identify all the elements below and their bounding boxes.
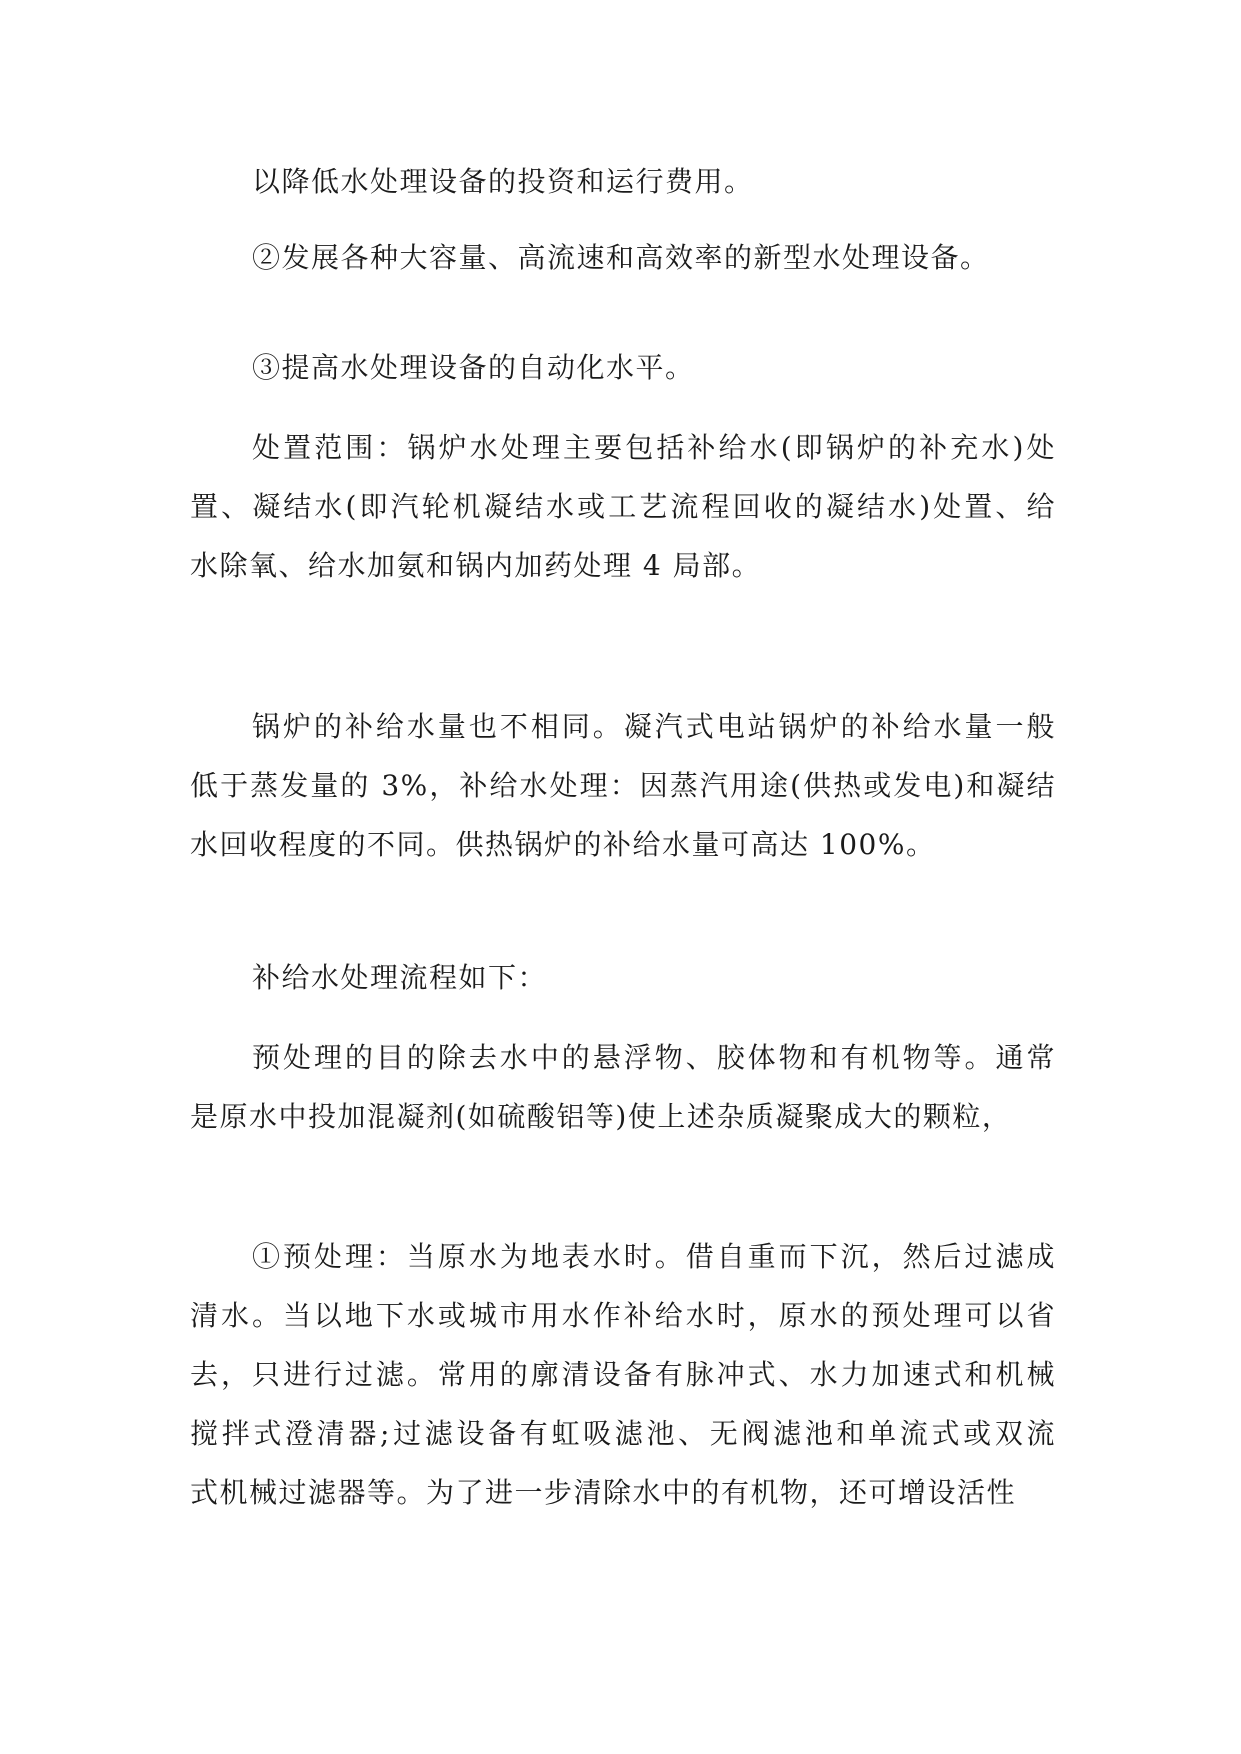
text-line: 补给水处理流程如下： bbox=[252, 961, 548, 994]
paragraph-2 bbox=[190, 228, 1056, 287]
text-line: 水除氧、给水加氨和锅内加药处理 4 局部。 bbox=[190, 549, 762, 582]
text-line: 式机械过滤器等。为了进一步清除水中的有机物，还可增设活性 bbox=[190, 1476, 1017, 1509]
paragraph-5 bbox=[190, 697, 1056, 874]
text-line: 清水。当以地下水或城市用水作补给水时，原水的预处理可以省 bbox=[190, 1299, 1056, 1332]
paragraph-8 bbox=[190, 1227, 1056, 1522]
paragraph-4 bbox=[190, 418, 1056, 595]
paragraph-7 bbox=[190, 1028, 1056, 1146]
text-line: 置、凝结水(即汽轮机凝结水或工艺流程回收的凝结水)处置、给 bbox=[190, 490, 1056, 523]
text-line: ②发展各种大容量、高流速和高效率的新型水处理设备。 bbox=[252, 241, 990, 274]
text-line: 低于蒸发量的 3%，补给水处理：因蒸汽用途(供热或发电)和凝结 bbox=[190, 769, 1056, 802]
text-line: 是原水中投加混凝剂(如硫酸铝等)使上述杂质凝聚成大的颗粒， bbox=[190, 1100, 1012, 1133]
text-line: 搅拌式澄清器;过滤设备有虹吸滤池、无阀滤池和单流式或双流 bbox=[190, 1417, 1056, 1450]
paragraph-3 bbox=[190, 338, 1056, 397]
paragraph-6 bbox=[190, 948, 1056, 1007]
text-line: 预处理的目的除去水中的悬浮物、胶体物和有机物等。通常 bbox=[252, 1041, 1056, 1074]
text-line: ①预处理：当原水为地表水时。借自重而下沉，然后过滤成 bbox=[252, 1240, 1056, 1273]
text-line: 锅炉的补给水量也不相同。凝汽式电站锅炉的补给水量一般 bbox=[252, 710, 1056, 743]
text-line: ③提高水处理设备的自动化水平。 bbox=[252, 351, 695, 384]
text-line: 处置范围：锅炉水处理主要包括补给水(即锅炉的补充水)处 bbox=[252, 431, 1056, 464]
text-line: 去，只进行过滤。常用的廓清设备有脉冲式、水力加速式和机械 bbox=[190, 1358, 1056, 1391]
text-line: 水回收程度的不同。供热锅炉的补给水量可高达 100%。 bbox=[190, 828, 936, 861]
text-line: 以降低水处理设备的投资和运行费用。 bbox=[252, 165, 754, 198]
paragraph-1 bbox=[190, 152, 1056, 211]
